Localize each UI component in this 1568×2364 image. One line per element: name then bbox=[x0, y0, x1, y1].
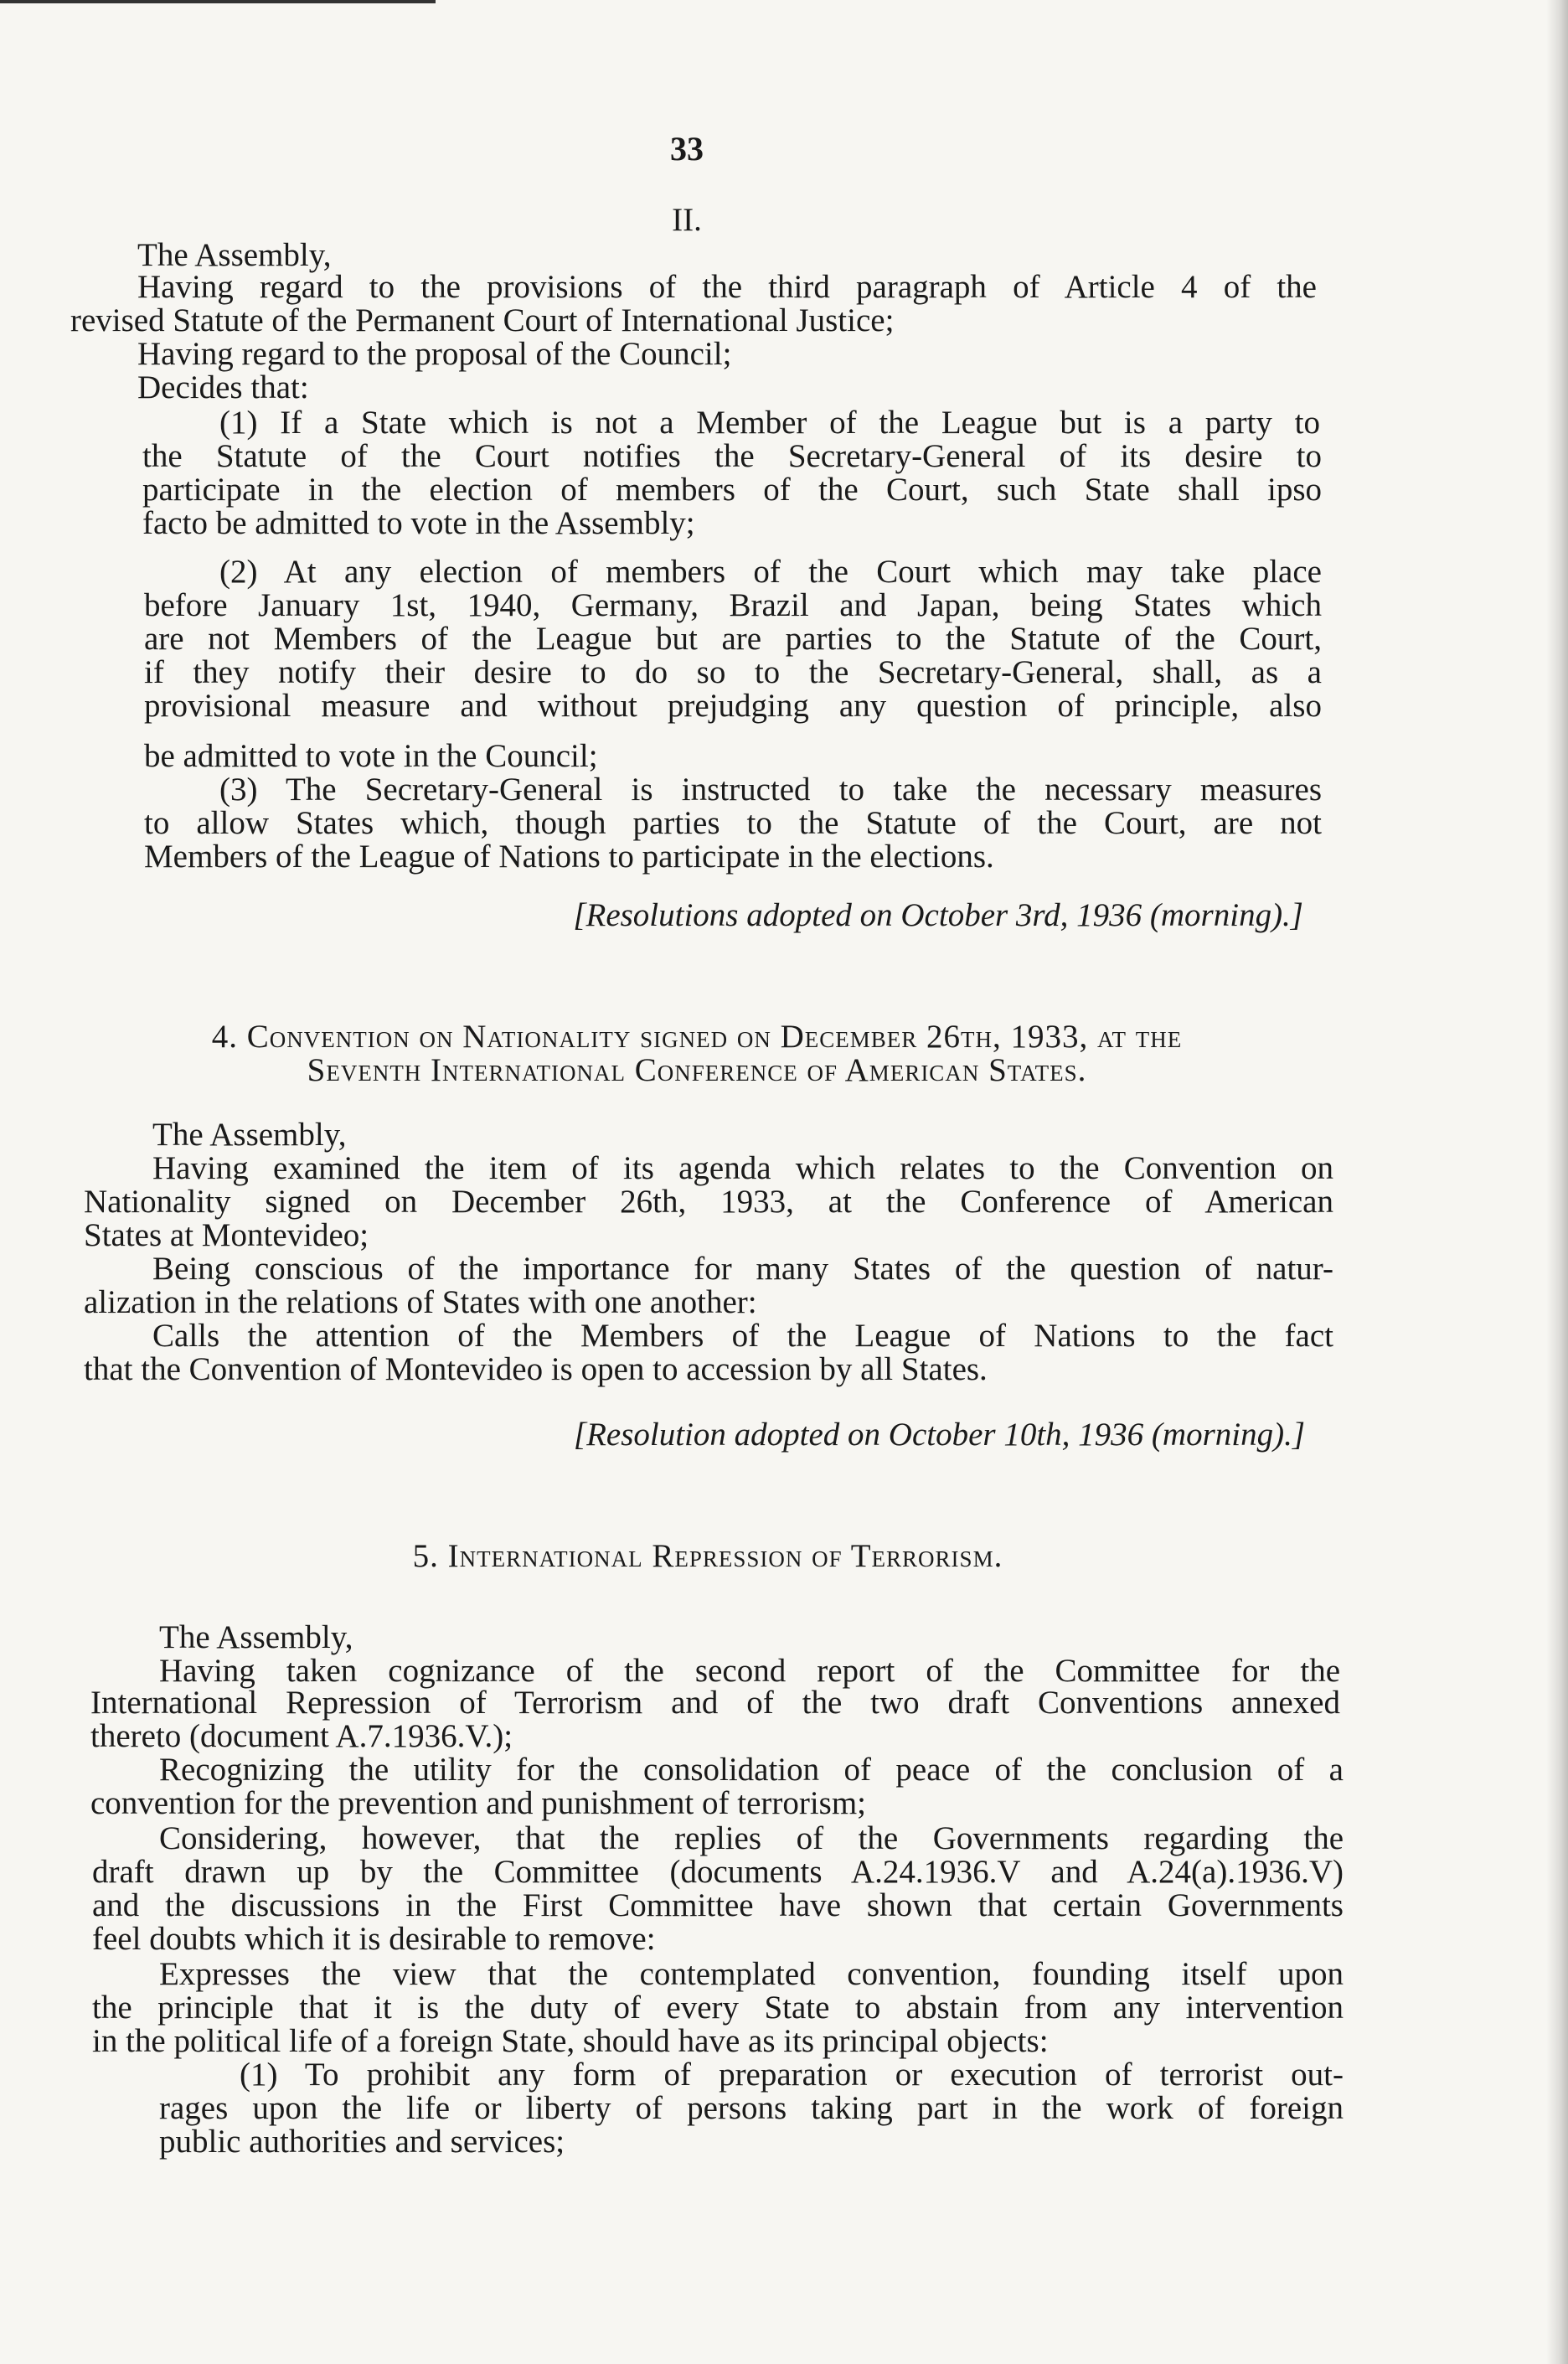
text-line: provisional measure and without prejudging any question of principle, also bbox=[144, 688, 1322, 724]
page-number: 33 bbox=[670, 130, 704, 168]
text-line: Having examined the item of its agenda which relates to the Convention on bbox=[152, 1150, 1333, 1186]
text-line: before January 1st, 1940, Germany, Brazil and Japan, being States which bbox=[144, 587, 1322, 623]
text-line: Nationality signed on December 26th, 1933, at the Conference of American bbox=[84, 1184, 1333, 1220]
section-title: 5. International Repression of Terrorism. bbox=[412, 1538, 1003, 1574]
text-line: are not Members of the League but are parties to the Statute of the Court, bbox=[144, 621, 1322, 657]
text-line: alization in the relations of States with one another: bbox=[84, 1284, 757, 1320]
text-line: The Assembly, bbox=[137, 237, 332, 273]
text-line: that the Convention of Montevideo is open to accession by all States. bbox=[84, 1351, 988, 1387]
text-line: (3) The Secretary-General is instructed to take the necessary measures bbox=[219, 772, 1322, 808]
top-edge-rule bbox=[0, 0, 436, 3]
text-line: if they notify their desire to do so to the Secretary-General, shall, as a bbox=[144, 654, 1322, 690]
text-line: revised Statute of the Permanent Court of International Justice; bbox=[70, 302, 895, 338]
text-line: to allow States which, though parties to the Statute of the Court, are not bbox=[144, 805, 1322, 841]
text-line: Having regard to the proposal of the Council; bbox=[137, 336, 732, 372]
text-line: the principle that it is the duty of every State to abstain from any intervention bbox=[92, 1990, 1344, 2026]
text-line: The Assembly, bbox=[152, 1117, 347, 1153]
text-line: Calls the attention of the Members of the League of Nations to the fact bbox=[152, 1318, 1333, 1354]
text-line: (1) To prohibit any form of preparation or execution of terrorist out- bbox=[240, 2057, 1344, 2093]
text-line: (1) If a State which is not a Member of the League but is a party to bbox=[219, 405, 1320, 441]
text-line: convention for the prevention and punishment of terrorism; bbox=[90, 1785, 867, 1821]
text-line: Members of the League of Nations to participate in the elections. bbox=[144, 839, 994, 875]
text-line: the Statute of the Court notifies the Secretary-General of its desire to bbox=[142, 438, 1322, 474]
text-line: facto be admitted to vote in the Assembly; bbox=[142, 505, 695, 541]
text-line: public authorities and services; bbox=[159, 2124, 565, 2160]
text-line: in the political life of a foreign State, should have as its principal objects: bbox=[92, 2023, 1049, 2059]
text-line: Having taken cognizance of the second report of the Committee for the bbox=[159, 1653, 1340, 1689]
text-line: thereto (document A.7.1936.V.); bbox=[90, 1718, 513, 1754]
text-line: Considering, however, that the replies of the Governments regarding the bbox=[159, 1820, 1344, 1856]
section-title: 4. Convention on Nationality signed on December 26th, 1933, at the bbox=[211, 1019, 1183, 1055]
text-line: Having regard to the provisions of the third paragraph of Article 4 of the bbox=[137, 269, 1317, 305]
text-line: rages upon the life or liberty of persons taking part in the work of foreign bbox=[159, 2090, 1344, 2126]
resolution-note: [Resolutions adopted on October 3rd, 1936 (morning).] bbox=[573, 897, 1303, 933]
text-line: Expresses the view that the contemplated convention, founding itself upon bbox=[159, 1956, 1344, 1992]
text-line: International Repression of Terrorism and of the two draft Conventions annexed bbox=[90, 1685, 1340, 1721]
text-line: be admitted to vote in the Council; bbox=[144, 738, 598, 774]
section-title: Seventh International Conference of American States. bbox=[307, 1052, 1087, 1088]
text-line: States at Montevideo; bbox=[84, 1217, 369, 1253]
text-line: Being conscious of the importance for many States of the question of natur- bbox=[152, 1251, 1333, 1287]
text-line: participate in the election of members of the Court, such State shall ipso bbox=[142, 472, 1322, 508]
text-line: Recognizing the utility for the consolidation of peace of the conclusion of a bbox=[159, 1752, 1344, 1788]
section-heading-ii: II. bbox=[672, 202, 702, 238]
text-line: draft drawn up by the Committee (documents A.24.1936.V and A.24(a).1936.V) bbox=[92, 1854, 1344, 1890]
text-line: (2) At any election of members of the Court which may take place bbox=[219, 554, 1322, 590]
text-line: feel doubts which it is desirable to remove: bbox=[92, 1921, 656, 1957]
page-edge-shadow bbox=[1546, 0, 1568, 2364]
text-line: Decides that: bbox=[137, 369, 309, 405]
text-line: The Assembly, bbox=[159, 1619, 353, 1655]
text-line: and the discussions in the First Committee have shown that certain Governments bbox=[92, 1887, 1344, 1923]
resolution-note: [Resolution adopted on October 10th, 1936 (morning).] bbox=[573, 1417, 1305, 1453]
